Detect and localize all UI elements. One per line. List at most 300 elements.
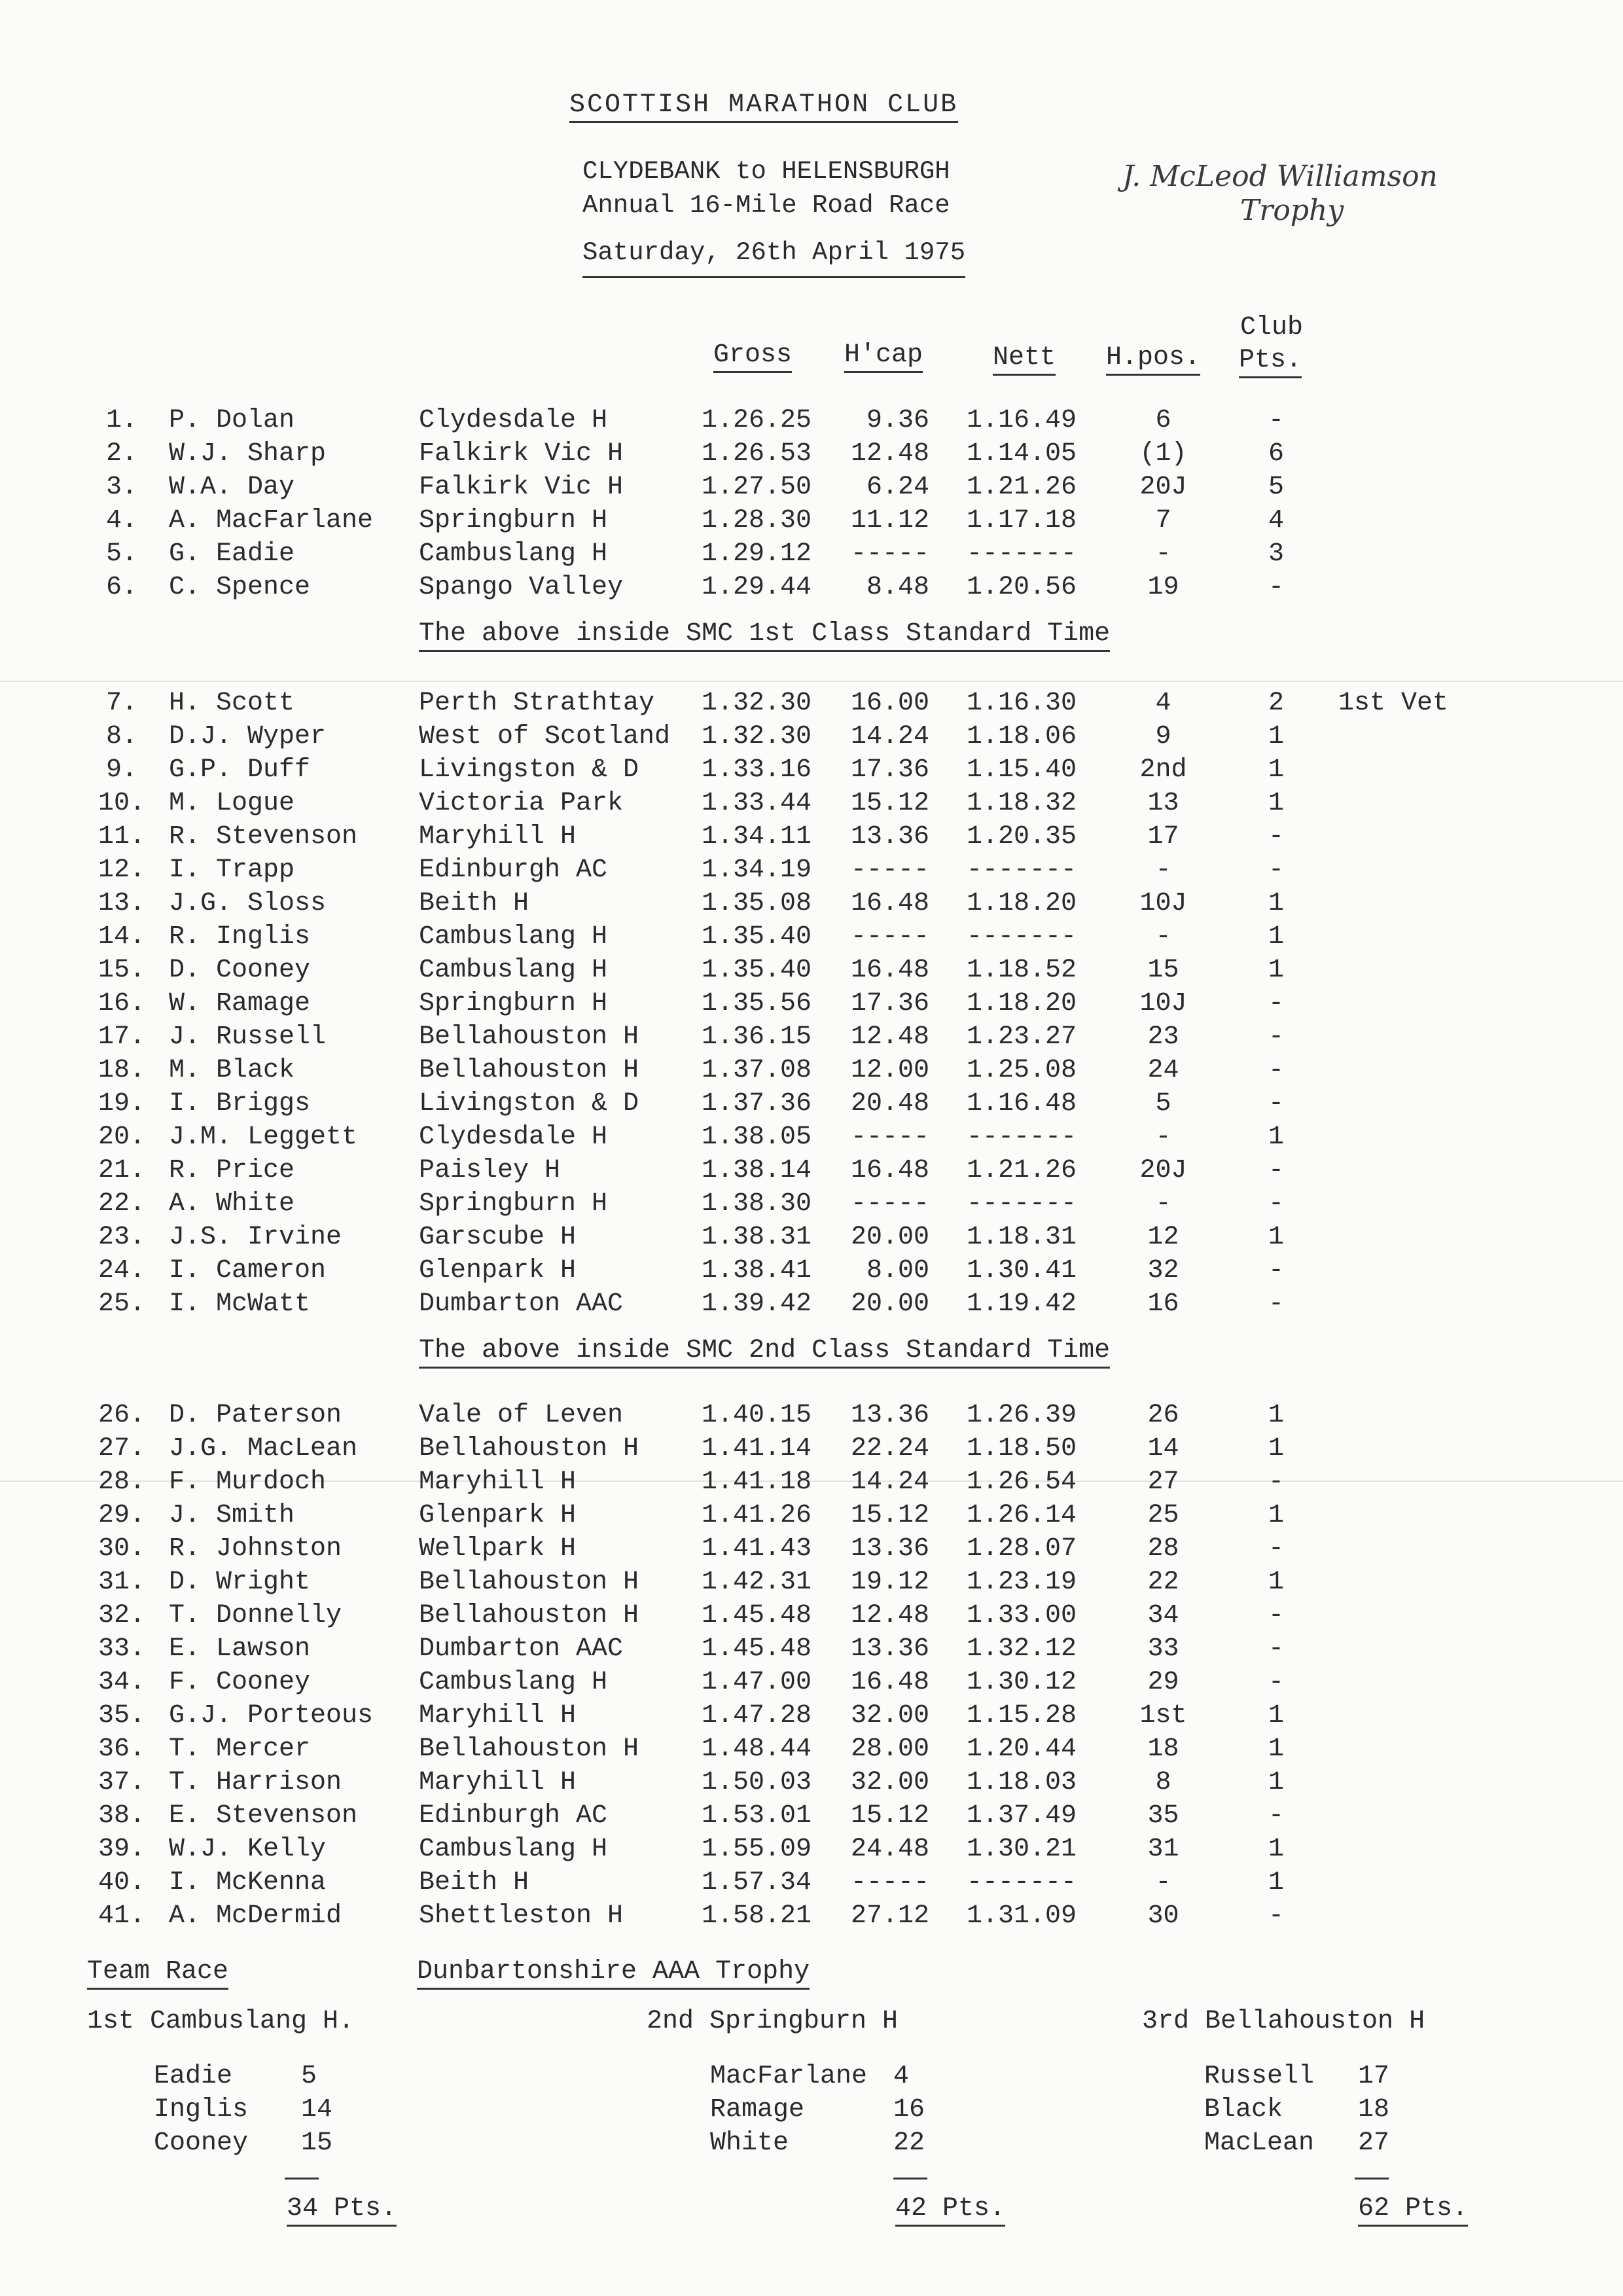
table-row bbox=[0, 855, 1623, 888]
cell-gross: 1.41.18 bbox=[701, 1467, 812, 1497]
cell-pts: - bbox=[1268, 1156, 1284, 1185]
cell-club: Bellahouston H bbox=[419, 1734, 639, 1764]
cell-hcap: 12.48 bbox=[850, 1022, 929, 1052]
cell-pts: 1 bbox=[1268, 1122, 1284, 1152]
team-member-position: 22 bbox=[893, 2128, 925, 2158]
cell-name: J.G. MacLean bbox=[169, 1434, 358, 1463]
cell-club: Garscube H bbox=[419, 1223, 577, 1252]
cell-club: Cambuslang H bbox=[419, 956, 608, 985]
cell-gross: 1.26.25 bbox=[701, 406, 812, 435]
cell-hcap: 22.24 bbox=[850, 1434, 929, 1463]
cell-hpos: 1st bbox=[1139, 1701, 1187, 1731]
cell-pts: 1 bbox=[1268, 1768, 1284, 1797]
cell-name: G. Eadie bbox=[169, 539, 295, 569]
cell-hcap: 19.12 bbox=[850, 1568, 929, 1597]
cell-hcap: 24.48 bbox=[850, 1835, 929, 1864]
cell-nett: 1.20.56 bbox=[966, 573, 1077, 602]
cell-nett: 1.28.07 bbox=[966, 1534, 1077, 1564]
cell-club: Maryhill H bbox=[419, 1768, 577, 1797]
cell-hcap: 12.00 bbox=[850, 1056, 929, 1085]
cell-nett: 1.14.05 bbox=[966, 439, 1077, 469]
cell-num: 3. bbox=[105, 473, 137, 502]
cell-num: 33. bbox=[98, 1634, 146, 1664]
cell-nett: 1.23.19 bbox=[966, 1568, 1077, 1597]
col-club-pts-bottom: Pts. bbox=[1239, 346, 1302, 378]
team-member-name: Eadie bbox=[154, 2062, 233, 2091]
cell-club: Cambuslang H bbox=[419, 922, 608, 952]
team-member-name: MacLean bbox=[1204, 2128, 1315, 2158]
table-row bbox=[0, 1835, 1623, 1867]
cell-club: Edinburgh AC bbox=[419, 1801, 608, 1831]
race-distance: Annual 16-Mile Road Race bbox=[582, 191, 950, 220]
cell-nett: 1.26.39 bbox=[966, 1401, 1077, 1430]
cell-num: 29. bbox=[98, 1501, 146, 1530]
cell-hpos: 9 bbox=[1155, 722, 1171, 751]
cell-name: R. Stevenson bbox=[169, 822, 358, 852]
cell-club: Beith H bbox=[419, 889, 529, 918]
col-hpos: H.pos. bbox=[1106, 343, 1200, 376]
cell-num: 11. bbox=[98, 822, 146, 852]
cell-hpos: 17 bbox=[1147, 822, 1179, 852]
cell-num: 28. bbox=[98, 1467, 146, 1497]
cell-gross: 1.29.44 bbox=[701, 573, 812, 602]
table-row bbox=[0, 1156, 1623, 1189]
cell-name: G.J. Porteous bbox=[169, 1701, 374, 1731]
cell-hcap: ----- bbox=[850, 539, 929, 569]
cell-note: 1st Vet bbox=[1338, 689, 1449, 718]
cell-gross: 1.47.28 bbox=[701, 1701, 812, 1731]
cell-nett: 1.21.26 bbox=[966, 1156, 1077, 1185]
cell-num: 9. bbox=[105, 755, 137, 785]
cell-gross: 1.33.44 bbox=[701, 789, 812, 818]
cell-num: 24. bbox=[98, 1256, 146, 1285]
cell-hcap: 13.36 bbox=[850, 1401, 929, 1430]
trophy-name-handwritten: J. McLeod Williamson bbox=[1122, 160, 1438, 193]
cell-hpos: 6 bbox=[1155, 406, 1171, 435]
cell-num: 21. bbox=[98, 1156, 146, 1185]
team-member-position: 17 bbox=[1358, 2062, 1390, 2091]
cell-club: Beith H bbox=[419, 1868, 529, 1897]
cell-club: Cambuslang H bbox=[419, 1668, 608, 1697]
cell-hpos: - bbox=[1155, 539, 1171, 569]
cell-hpos: 26 bbox=[1147, 1401, 1179, 1430]
cell-nett: 1.18.32 bbox=[966, 789, 1077, 818]
cell-num: 2. bbox=[105, 439, 137, 469]
table-row bbox=[0, 1289, 1623, 1322]
team-member-name: Inglis bbox=[154, 2095, 249, 2125]
table-row bbox=[0, 473, 1623, 505]
cell-gross: 1.36.15 bbox=[701, 1022, 812, 1052]
cell-num: 30. bbox=[98, 1534, 146, 1564]
cell-nett: 1.18.20 bbox=[966, 989, 1077, 1018]
team-total-points: 62 Pts. bbox=[1358, 2194, 1468, 2227]
cell-gross: 1.41.43 bbox=[701, 1534, 812, 1564]
cell-hpos: 10J bbox=[1139, 889, 1187, 918]
cell-name: H. Scott bbox=[169, 689, 295, 718]
table-row bbox=[0, 1122, 1623, 1155]
table-row bbox=[0, 1534, 1623, 1567]
cell-hcap: 16.48 bbox=[850, 956, 929, 985]
cell-name: I. Briggs bbox=[169, 1089, 311, 1119]
team-member-name: Russell bbox=[1204, 2062, 1315, 2091]
cell-pts: - bbox=[1268, 573, 1284, 602]
cell-gross: 1.38.41 bbox=[701, 1256, 812, 1285]
cell-name: R. Price bbox=[169, 1156, 295, 1185]
cell-hcap: 32.00 bbox=[850, 1768, 929, 1797]
cell-name: W.J. Sharp bbox=[169, 439, 327, 469]
table-row bbox=[0, 406, 1623, 439]
cell-hcap: 8.00 bbox=[866, 1256, 929, 1285]
cell-pts: 2 bbox=[1268, 689, 1284, 718]
table-row bbox=[0, 506, 1623, 539]
cell-num: 35. bbox=[98, 1701, 146, 1731]
cell-hpos: 13 bbox=[1147, 789, 1179, 818]
cell-hcap: 16.48 bbox=[850, 1156, 929, 1185]
col-nett: Nett bbox=[993, 343, 1056, 376]
cell-pts: - bbox=[1268, 1534, 1284, 1564]
cell-gross: 1.37.08 bbox=[701, 1056, 812, 1085]
cell-gross: 1.26.53 bbox=[701, 439, 812, 469]
table-row bbox=[0, 1801, 1623, 1834]
cell-pts: 1 bbox=[1268, 889, 1284, 918]
col-gross: Gross bbox=[713, 340, 792, 373]
table-row bbox=[0, 1634, 1623, 1667]
table-row bbox=[0, 1189, 1623, 1222]
cell-nett: ------- bbox=[966, 922, 1077, 952]
cell-num: 12. bbox=[98, 855, 146, 885]
cell-club: Springburn H bbox=[419, 1189, 608, 1219]
cell-nett: 1.15.40 bbox=[966, 755, 1077, 785]
table-row bbox=[0, 539, 1623, 572]
cell-gross: 1.34.19 bbox=[701, 855, 812, 885]
cell-hcap: 6.24 bbox=[866, 473, 929, 502]
cell-nett: ------- bbox=[966, 855, 1077, 885]
cell-pts: - bbox=[1268, 855, 1284, 885]
cell-num: 13. bbox=[98, 889, 146, 918]
cell-num: 27. bbox=[98, 1434, 146, 1463]
cell-name: F. Cooney bbox=[169, 1668, 311, 1697]
cell-club: Livingston & D bbox=[419, 755, 639, 785]
table-row bbox=[0, 1089, 1623, 1122]
cell-name: P. Dolan bbox=[169, 406, 295, 435]
cell-nett: 1.16.48 bbox=[966, 1089, 1077, 1119]
cell-name: I. Cameron bbox=[169, 1256, 327, 1285]
cell-pts: - bbox=[1268, 1089, 1284, 1119]
table-row bbox=[0, 755, 1623, 788]
cell-num: 41. bbox=[98, 1901, 146, 1931]
cell-club: Wellpark H bbox=[419, 1534, 577, 1564]
cell-gross: 1.32.30 bbox=[701, 722, 812, 751]
cell-num: 39. bbox=[98, 1835, 146, 1864]
cell-pts: - bbox=[1268, 1634, 1284, 1664]
cell-name: D.J. Wyper bbox=[169, 722, 327, 751]
cell-club: Livingston & D bbox=[419, 1089, 639, 1119]
cell-hcap: 11.12 bbox=[850, 506, 929, 535]
cell-hcap: 13.36 bbox=[850, 1634, 929, 1664]
cell-pts: - bbox=[1268, 989, 1284, 1018]
cell-pts: - bbox=[1268, 1189, 1284, 1219]
cell-num: 19. bbox=[98, 1089, 146, 1119]
cell-pts: - bbox=[1268, 1256, 1284, 1285]
cell-nett: 1.30.12 bbox=[966, 1668, 1077, 1697]
cell-num: 32. bbox=[98, 1601, 146, 1630]
cell-club: Bellahouston H bbox=[419, 1601, 639, 1630]
cell-name: E. Lawson bbox=[169, 1634, 311, 1664]
cell-name: J.M. Leggett bbox=[169, 1122, 358, 1152]
cell-nett: 1.37.49 bbox=[966, 1801, 1077, 1831]
table-row bbox=[0, 1056, 1623, 1088]
cell-hpos: - bbox=[1155, 1189, 1171, 1219]
team-trophy-label: Dunbartonshire AAA Trophy bbox=[417, 1957, 810, 1990]
cell-pts: 1 bbox=[1268, 722, 1284, 751]
cell-hcap: 13.36 bbox=[850, 1534, 929, 1564]
table-row bbox=[0, 922, 1623, 955]
cell-club: Spango Valley bbox=[419, 573, 624, 602]
cell-hpos: 32 bbox=[1147, 1256, 1179, 1285]
cell-club: Bellahouston H bbox=[419, 1022, 639, 1052]
team-member-position: 15 bbox=[301, 2128, 333, 2158]
cell-pts: - bbox=[1268, 1056, 1284, 1085]
cell-name: D. Wright bbox=[169, 1568, 311, 1597]
cell-hcap: 20.48 bbox=[850, 1089, 929, 1119]
col-hcap: H'cap bbox=[844, 340, 923, 373]
cell-name: A. White bbox=[169, 1189, 295, 1219]
cell-hpos: 20J bbox=[1139, 1156, 1187, 1185]
cell-name: E. Stevenson bbox=[169, 1801, 358, 1831]
cell-pts: 1 bbox=[1268, 1501, 1284, 1530]
cell-num: 8. bbox=[105, 722, 137, 751]
cell-hcap: 15.12 bbox=[850, 1801, 929, 1831]
cell-gross: 1.34.11 bbox=[701, 822, 812, 852]
cell-num: 6. bbox=[105, 573, 137, 602]
table-row bbox=[0, 1501, 1623, 1534]
sum-rule bbox=[893, 2178, 927, 2179]
table-row bbox=[0, 722, 1623, 755]
cell-hpos: 23 bbox=[1147, 1022, 1179, 1052]
cell-hcap: 20.00 bbox=[850, 1223, 929, 1252]
team-member-name: Cooney bbox=[154, 2128, 249, 2158]
cell-name: R. Johnston bbox=[169, 1534, 342, 1564]
cell-club: Cambuslang H bbox=[419, 539, 608, 569]
cell-name: D. Cooney bbox=[169, 956, 311, 985]
cell-club: Bellahouston H bbox=[419, 1568, 639, 1597]
cell-num: 26. bbox=[98, 1401, 146, 1430]
cell-pts: - bbox=[1268, 1022, 1284, 1052]
team-total-points: 42 Pts. bbox=[895, 2194, 1005, 2227]
race-date: Saturday, 26th April 1975 bbox=[582, 238, 965, 278]
cell-pts: 6 bbox=[1268, 439, 1284, 469]
cell-hpos: 15 bbox=[1147, 956, 1179, 985]
cell-nett: 1.16.49 bbox=[966, 406, 1077, 435]
cell-num: 40. bbox=[98, 1868, 146, 1897]
cell-name: A. MacFarlane bbox=[169, 506, 374, 535]
cell-hcap: 14.24 bbox=[850, 722, 929, 751]
cell-num: 25. bbox=[98, 1289, 146, 1319]
cell-num: 31. bbox=[98, 1568, 146, 1597]
cell-hcap: ----- bbox=[850, 1189, 929, 1219]
table-row bbox=[0, 1256, 1623, 1289]
cell-hpos: 34 bbox=[1147, 1601, 1179, 1630]
cell-nett: ------- bbox=[966, 1122, 1077, 1152]
cell-gross: 1.42.31 bbox=[701, 1568, 812, 1597]
cell-num: 17. bbox=[98, 1022, 146, 1052]
cell-num: 34. bbox=[98, 1668, 146, 1697]
cell-gross: 1.55.09 bbox=[701, 1835, 812, 1864]
cell-name: G.P. Duff bbox=[169, 755, 311, 785]
cell-club: Bellahouston H bbox=[419, 1434, 639, 1463]
cell-gross: 1.47.00 bbox=[701, 1668, 812, 1697]
table-row bbox=[0, 1668, 1623, 1700]
cell-hpos: - bbox=[1155, 922, 1171, 952]
cell-nett: 1.20.35 bbox=[966, 822, 1077, 852]
cell-hcap: 16.00 bbox=[850, 689, 929, 718]
cell-name: A. McDermid bbox=[169, 1901, 342, 1931]
cell-num: 23. bbox=[98, 1223, 146, 1252]
cell-hcap: ----- bbox=[850, 1868, 929, 1897]
cell-club: Clydesdale H bbox=[419, 1122, 608, 1152]
cell-nett: ------- bbox=[966, 1189, 1077, 1219]
cell-nett: 1.26.14 bbox=[966, 1501, 1077, 1530]
cell-gross: 1.35.40 bbox=[701, 922, 812, 952]
cell-hpos: 27 bbox=[1147, 1467, 1179, 1497]
team-placing: 3rd Bellahouston H bbox=[1142, 2007, 1425, 2036]
cell-gross: 1.39.42 bbox=[701, 1289, 812, 1319]
cell-hpos: 14 bbox=[1147, 1434, 1179, 1463]
cell-pts: - bbox=[1268, 1289, 1284, 1319]
cell-hpos: 18 bbox=[1147, 1734, 1179, 1764]
cell-hpos: 19 bbox=[1147, 573, 1179, 602]
cell-pts: - bbox=[1268, 1901, 1284, 1931]
cell-num: 10. bbox=[98, 789, 146, 818]
cell-hpos: 2nd bbox=[1139, 755, 1187, 785]
paper-fold-crease bbox=[0, 681, 1623, 682]
team-placing: 1st Cambuslang H. bbox=[87, 2007, 355, 2036]
cell-nett: 1.20.44 bbox=[966, 1734, 1077, 1764]
cell-hpos: 33 bbox=[1147, 1634, 1179, 1664]
cell-nett: 1.18.03 bbox=[966, 1768, 1077, 1797]
cell-num: 38. bbox=[98, 1801, 146, 1831]
team-member-position: 5 bbox=[301, 2062, 317, 2091]
col-club-pts-top: Club bbox=[1240, 313, 1304, 342]
cell-hcap: 15.12 bbox=[850, 1501, 929, 1530]
cell-gross: 1.32.30 bbox=[701, 689, 812, 718]
cell-nett: 1.23.27 bbox=[966, 1022, 1077, 1052]
team-member-position: 27 bbox=[1358, 2128, 1390, 2158]
cell-club: Maryhill H bbox=[419, 822, 577, 852]
cell-gross: 1.57.34 bbox=[701, 1868, 812, 1897]
cell-club: Edinburgh AC bbox=[419, 855, 608, 885]
cell-nett: 1.18.52 bbox=[966, 956, 1077, 985]
cell-hpos: 25 bbox=[1147, 1501, 1179, 1530]
cell-hcap: ----- bbox=[850, 1122, 929, 1152]
cell-nett: 1.30.41 bbox=[966, 1256, 1077, 1285]
cell-num: 14. bbox=[98, 922, 146, 952]
cell-hcap: 14.24 bbox=[850, 1467, 929, 1497]
cell-club: Shettleston H bbox=[419, 1901, 624, 1931]
team-placing: 2nd Springburn H bbox=[647, 2007, 899, 2036]
cell-name: J. Russell bbox=[169, 1022, 327, 1052]
cell-hcap: ----- bbox=[850, 855, 929, 885]
cell-hpos: 10J bbox=[1139, 989, 1187, 1018]
cell-gross: 1.37.36 bbox=[701, 1089, 812, 1119]
cell-gross: 1.58.21 bbox=[701, 1901, 812, 1931]
cell-nett: ------- bbox=[966, 1868, 1077, 1897]
cell-gross: 1.38.30 bbox=[701, 1189, 812, 1219]
race-title: CLYDEBANK to HELENSBURGH bbox=[582, 157, 950, 186]
cell-club: Glenpark H bbox=[419, 1256, 577, 1285]
cell-club: Vale of Leven bbox=[419, 1401, 624, 1430]
team-member-position: 18 bbox=[1358, 2095, 1390, 2125]
cell-gross: 1.45.48 bbox=[701, 1634, 812, 1664]
cell-hcap: 16.48 bbox=[850, 889, 929, 918]
cell-hpos: 12 bbox=[1147, 1223, 1179, 1252]
cell-hcap: 17.36 bbox=[850, 755, 929, 785]
cell-name: T. Harrison bbox=[169, 1768, 342, 1797]
cell-num: 4. bbox=[105, 506, 137, 535]
team-member-position: 14 bbox=[301, 2095, 333, 2125]
cell-hpos: 7 bbox=[1155, 506, 1171, 535]
cell-hpos: 22 bbox=[1147, 1568, 1179, 1597]
cell-hpos: - bbox=[1155, 1868, 1171, 1897]
cell-club: West of Scotland bbox=[419, 722, 671, 751]
cell-hpos: 30 bbox=[1147, 1901, 1179, 1931]
table-row bbox=[0, 1868, 1623, 1901]
cell-pts: 1 bbox=[1268, 1701, 1284, 1731]
cell-num: 22. bbox=[98, 1189, 146, 1219]
cell-num: 1. bbox=[105, 406, 137, 435]
cell-club: Dumbarton AAC bbox=[419, 1289, 624, 1319]
cell-name: C. Spence bbox=[169, 573, 311, 602]
cell-hcap: ----- bbox=[850, 922, 929, 952]
cell-num: 15. bbox=[98, 956, 146, 985]
cell-num: 18. bbox=[98, 1056, 146, 1085]
cell-pts: 5 bbox=[1268, 473, 1284, 502]
cell-pts: - bbox=[1268, 1601, 1284, 1630]
table-row bbox=[0, 822, 1623, 855]
table-row bbox=[0, 1701, 1623, 1734]
cell-nett: 1.18.06 bbox=[966, 722, 1077, 751]
cell-name: T. Mercer bbox=[169, 1734, 311, 1764]
cell-nett: 1.21.26 bbox=[966, 473, 1077, 502]
cell-pts: 1 bbox=[1268, 1434, 1284, 1463]
cell-club: Victoria Park bbox=[419, 789, 624, 818]
cell-name: T. Donnelly bbox=[169, 1601, 342, 1630]
cell-name: R. Inglis bbox=[169, 922, 311, 952]
cell-nett: 1.18.31 bbox=[966, 1223, 1077, 1252]
cell-gross: 1.29.12 bbox=[701, 539, 812, 569]
table-row bbox=[0, 1223, 1623, 1255]
cell-name: I. McWatt bbox=[169, 1289, 311, 1319]
cell-hcap: 17.36 bbox=[850, 989, 929, 1018]
cell-hcap: 13.36 bbox=[850, 822, 929, 852]
cell-nett: 1.17.18 bbox=[966, 506, 1077, 535]
cell-name: I. McKenna bbox=[169, 1868, 327, 1897]
cell-club: Maryhill H bbox=[419, 1467, 577, 1497]
cell-pts: 1 bbox=[1268, 755, 1284, 785]
cell-hpos: (1) bbox=[1139, 439, 1187, 469]
cell-hpos: 4 bbox=[1155, 689, 1171, 718]
team-total-points: 34 Pts. bbox=[287, 2194, 397, 2227]
cell-club: Springburn H bbox=[419, 989, 608, 1018]
cell-gross: 1.27.50 bbox=[701, 473, 812, 502]
cell-hpos: 24 bbox=[1147, 1056, 1179, 1085]
cell-pts: 1 bbox=[1268, 1223, 1284, 1252]
cell-num: 7. bbox=[105, 689, 137, 718]
cell-hcap: 32.00 bbox=[850, 1701, 929, 1731]
cell-gross: 1.33.16 bbox=[701, 755, 812, 785]
team-member-position: 16 bbox=[893, 2095, 925, 2125]
cell-gross: 1.35.56 bbox=[701, 989, 812, 1018]
